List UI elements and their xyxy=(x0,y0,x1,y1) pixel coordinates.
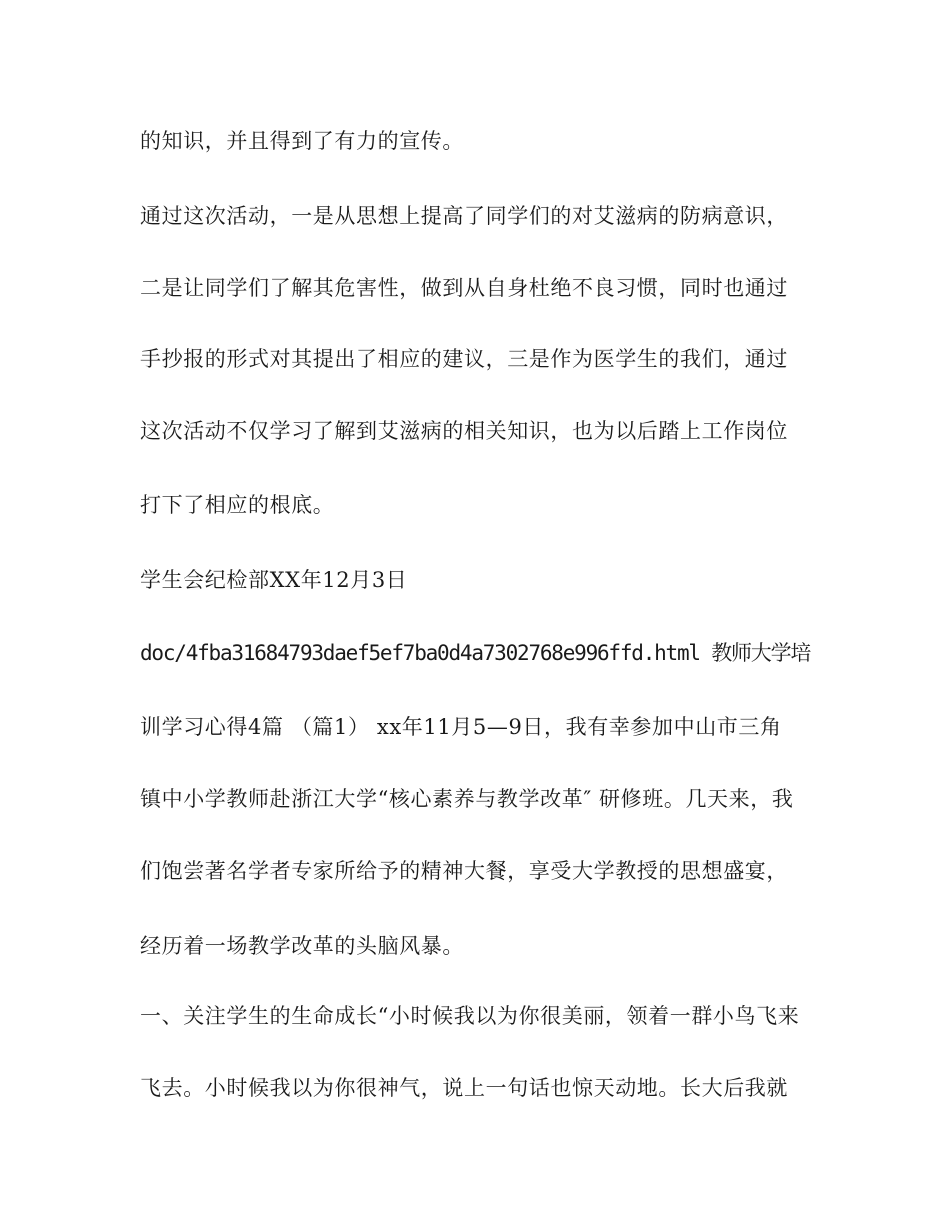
text-line: 手抄报的形式对其提出了相应的建议，三是作为医学生的我们，通过 xyxy=(140,347,788,371)
text-line: doc/4fba31684793daef5ef7ba0d4a7302768e996ffd.html 教师大学培 xyxy=(140,641,811,665)
text-line: 学生会纪检部XX年12月3日 xyxy=(140,568,408,592)
text-line: 一、关注学生的生命成长“小时候我以为你很美丽，领着一群小鸟飞来 xyxy=(140,1004,800,1028)
text-line: 打下了相应的根底。 xyxy=(140,493,335,517)
text-line: 训学习心得4篇 （篇1） xx年11月5—9日，我有幸参加中山市三角 xyxy=(140,715,782,739)
text-line: 们饱尝著名学者专家所给予的精神大餐，享受大学教授的思想盛宴， xyxy=(140,859,788,883)
text-line: 经历着一场教学改革的头脑风暴。 xyxy=(140,934,464,958)
text-line: 的知识，并且得到了有力的宣传。 xyxy=(140,129,464,153)
text-line: 飞去。小时候我以为你很神气，说上一句话也惊天动地。长大后我就 xyxy=(140,1076,788,1100)
text-line: 通过这次活动，一是从思想上提高了同学们的对艾滋病的防病意识， xyxy=(140,204,788,228)
text-line: 镇中小学教师赴浙江大学“核心素养与教学改革″ 研修班。几天来，我 xyxy=(140,787,794,811)
text-line: 二是让同学们了解其危害性，做到从自身杜绝不良习惯，同时也通过 xyxy=(140,276,788,300)
text-line: 这次活动不仅学习了解到艾滋病的相关知识，也为以后踏上工作岗位 xyxy=(140,419,788,443)
